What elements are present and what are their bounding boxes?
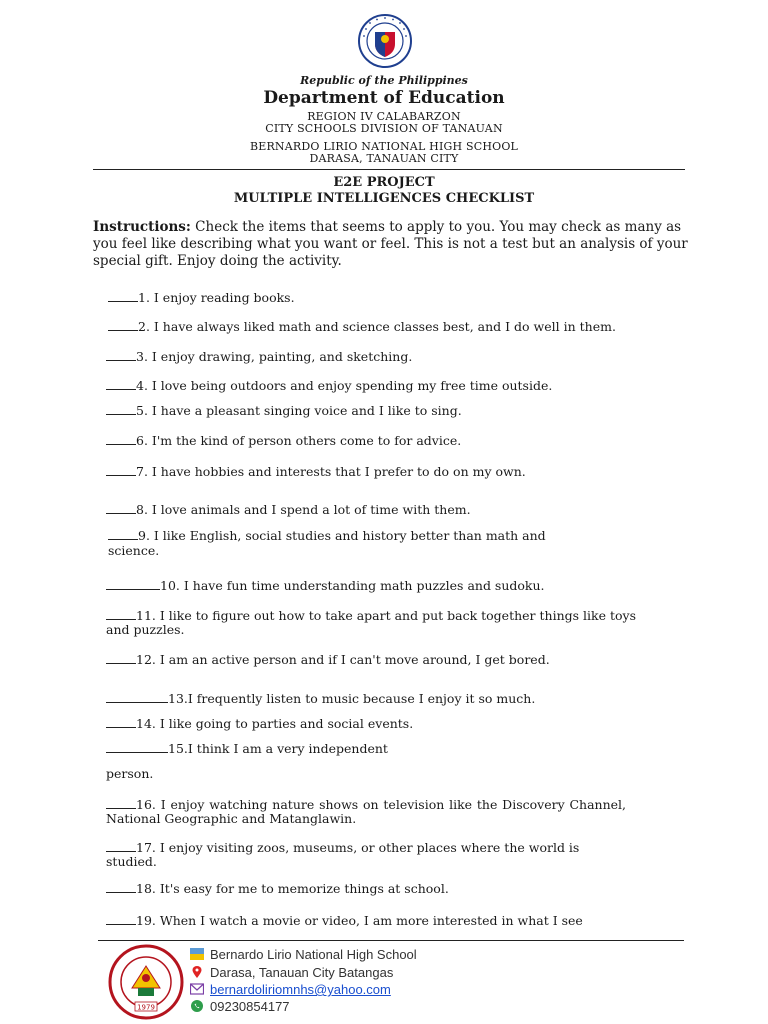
checklist-item[interactable]	[106, 797, 626, 826]
item-text: 7. I have hobbies and interests that I prefer to do on my own.	[136, 464, 526, 479]
footer-phone	[190, 998, 290, 1015]
check-blank[interactable]	[106, 652, 136, 664]
checklist-item[interactable]	[106, 433, 461, 448]
item-text: 10. I have fun time understanding math puzzles and sudoku.	[160, 578, 545, 593]
item-text: 11. I like to figure out how to take apart and put back together things like toys and puzzles.	[106, 608, 636, 637]
checklist-item[interactable]	[106, 464, 526, 479]
checklist-item[interactable]	[106, 403, 462, 418]
email-link[interactable]: bernardoliriomnhs@yahoo.com	[210, 982, 391, 997]
item-text: 3. I enjoy drawing, painting, and sketching.	[136, 349, 413, 364]
checklist-item[interactable]	[106, 741, 388, 756]
school-logo-year: 1979	[137, 1003, 155, 1012]
checklist-item[interactable]	[106, 840, 626, 869]
school-logo	[108, 944, 184, 1020]
check-blank[interactable]	[106, 403, 136, 415]
item-text: 9. I like English, social studies and history better than math and science.	[108, 528, 546, 558]
footer-divider	[98, 940, 684, 941]
check-blank[interactable]	[106, 913, 136, 925]
checklist-title: MULTIPLE INTELLIGENCES CHECKLIST	[233, 191, 535, 206]
checklist-item[interactable]	[106, 881, 449, 896]
checklist-item[interactable]	[106, 578, 545, 593]
item-text: 12. I am an active person and if I can't move around, I get bored.	[136, 652, 550, 667]
check-blank[interactable]	[106, 502, 136, 514]
item-text: 15.I think I am a very independent	[168, 741, 388, 756]
item-text: 1. I enjoy reading books.	[138, 290, 295, 305]
instructions	[93, 219, 693, 270]
checklist-item[interactable]	[108, 319, 616, 334]
check-blank[interactable]	[106, 716, 136, 728]
check-blank[interactable]	[106, 741, 168, 753]
checklist-item[interactable]	[106, 378, 552, 393]
deped-seal-logo	[358, 14, 412, 68]
check-blank[interactable]	[106, 797, 136, 809]
check-blank[interactable]	[106, 378, 136, 390]
checklist-item[interactable]	[106, 349, 412, 364]
checklist-item[interactable]	[108, 290, 295, 305]
checklist-item[interactable]	[106, 652, 550, 667]
region-line: REGION IV CALABARZON	[307, 110, 461, 123]
item-text: 8. I love animals and I spend a lot of time with them.	[136, 502, 471, 517]
republic-heading: Republic of the Philippines	[300, 74, 468, 87]
item-text: 4. I love being outdoors and enjoy spending my free time outside.	[136, 378, 553, 393]
footer-phone-number: 09230854177	[210, 999, 290, 1014]
check-blank[interactable]	[108, 528, 138, 540]
project-title: E2E PROJECT	[333, 175, 435, 190]
header-divider	[93, 169, 685, 170]
check-blank[interactable]	[106, 578, 160, 590]
footer-school-name: Bernardo Lirio National High School	[210, 947, 417, 962]
item-text: 14. I like going to parties and social events.	[136, 716, 414, 731]
check-blank[interactable]	[106, 433, 136, 445]
item-text: 19. When I watch a movie or video, I am more interested in what I see	[136, 913, 583, 928]
item-text: 18. It's easy for me to memorize things at school.	[136, 881, 449, 896]
check-blank[interactable]	[108, 290, 138, 302]
check-blank[interactable]	[106, 608, 136, 620]
check-blank[interactable]	[106, 881, 136, 893]
checklist-item[interactable]	[106, 502, 471, 517]
instructions-text: Check the items that seems to apply to you. You may check as many as you feel like describing what you want or feel. This is not a test but an analysis of your special gift. Enjoy doing the activity.	[93, 219, 688, 269]
school-line: BERNARDO LIRIO NATIONAL HIGH SCHOOL	[249, 140, 519, 153]
check-blank[interactable]	[106, 691, 168, 703]
footer-address	[190, 964, 393, 981]
item-text: 6. I'm the kind of person others come to for advice.	[136, 433, 462, 448]
footer-school	[190, 946, 417, 963]
item-text: 2. I have always liked math and science classes best, and I do well in them.	[138, 319, 616, 334]
checklist-item[interactable]	[106, 691, 535, 706]
envelope-icon	[190, 983, 204, 995]
footer-address-text: Darasa, Tanauan City Batangas	[210, 965, 394, 980]
item-continuation: person.	[106, 766, 154, 781]
check-blank[interactable]	[108, 319, 138, 331]
checklist-item[interactable]	[106, 608, 646, 637]
school-flag-icon	[190, 948, 204, 960]
checklist-item[interactable]	[106, 913, 583, 928]
check-blank[interactable]	[106, 840, 136, 852]
phone-icon	[190, 1000, 204, 1012]
item-text: 5. I have a pleasant singing voice and I like to sing.	[136, 403, 462, 418]
check-blank[interactable]	[106, 464, 136, 476]
item-text: 13.I frequently listen to music because I enjoy it so much.	[168, 691, 536, 706]
checklist-item[interactable]	[108, 528, 578, 558]
checklist-item[interactable]	[106, 716, 413, 731]
item-text: 16. I enjoy watching nature shows on television like the Discovery Channel, National Geographic and Matanglawin.	[106, 797, 626, 826]
instructions-label: Instructions:	[93, 219, 191, 235]
check-blank[interactable]	[106, 349, 136, 361]
footer-email	[190, 981, 391, 998]
location-pin-icon	[190, 966, 204, 978]
item-text: 17. I enjoy visiting zoos, museums, or other places where the world is studied.	[106, 840, 580, 869]
address-line: DARASA, TANAUAN CITY	[309, 152, 459, 165]
department-heading: Department of Education	[263, 88, 505, 108]
division-line: CITY SCHOOLS DIVISION OF TANAUAN	[265, 122, 503, 135]
